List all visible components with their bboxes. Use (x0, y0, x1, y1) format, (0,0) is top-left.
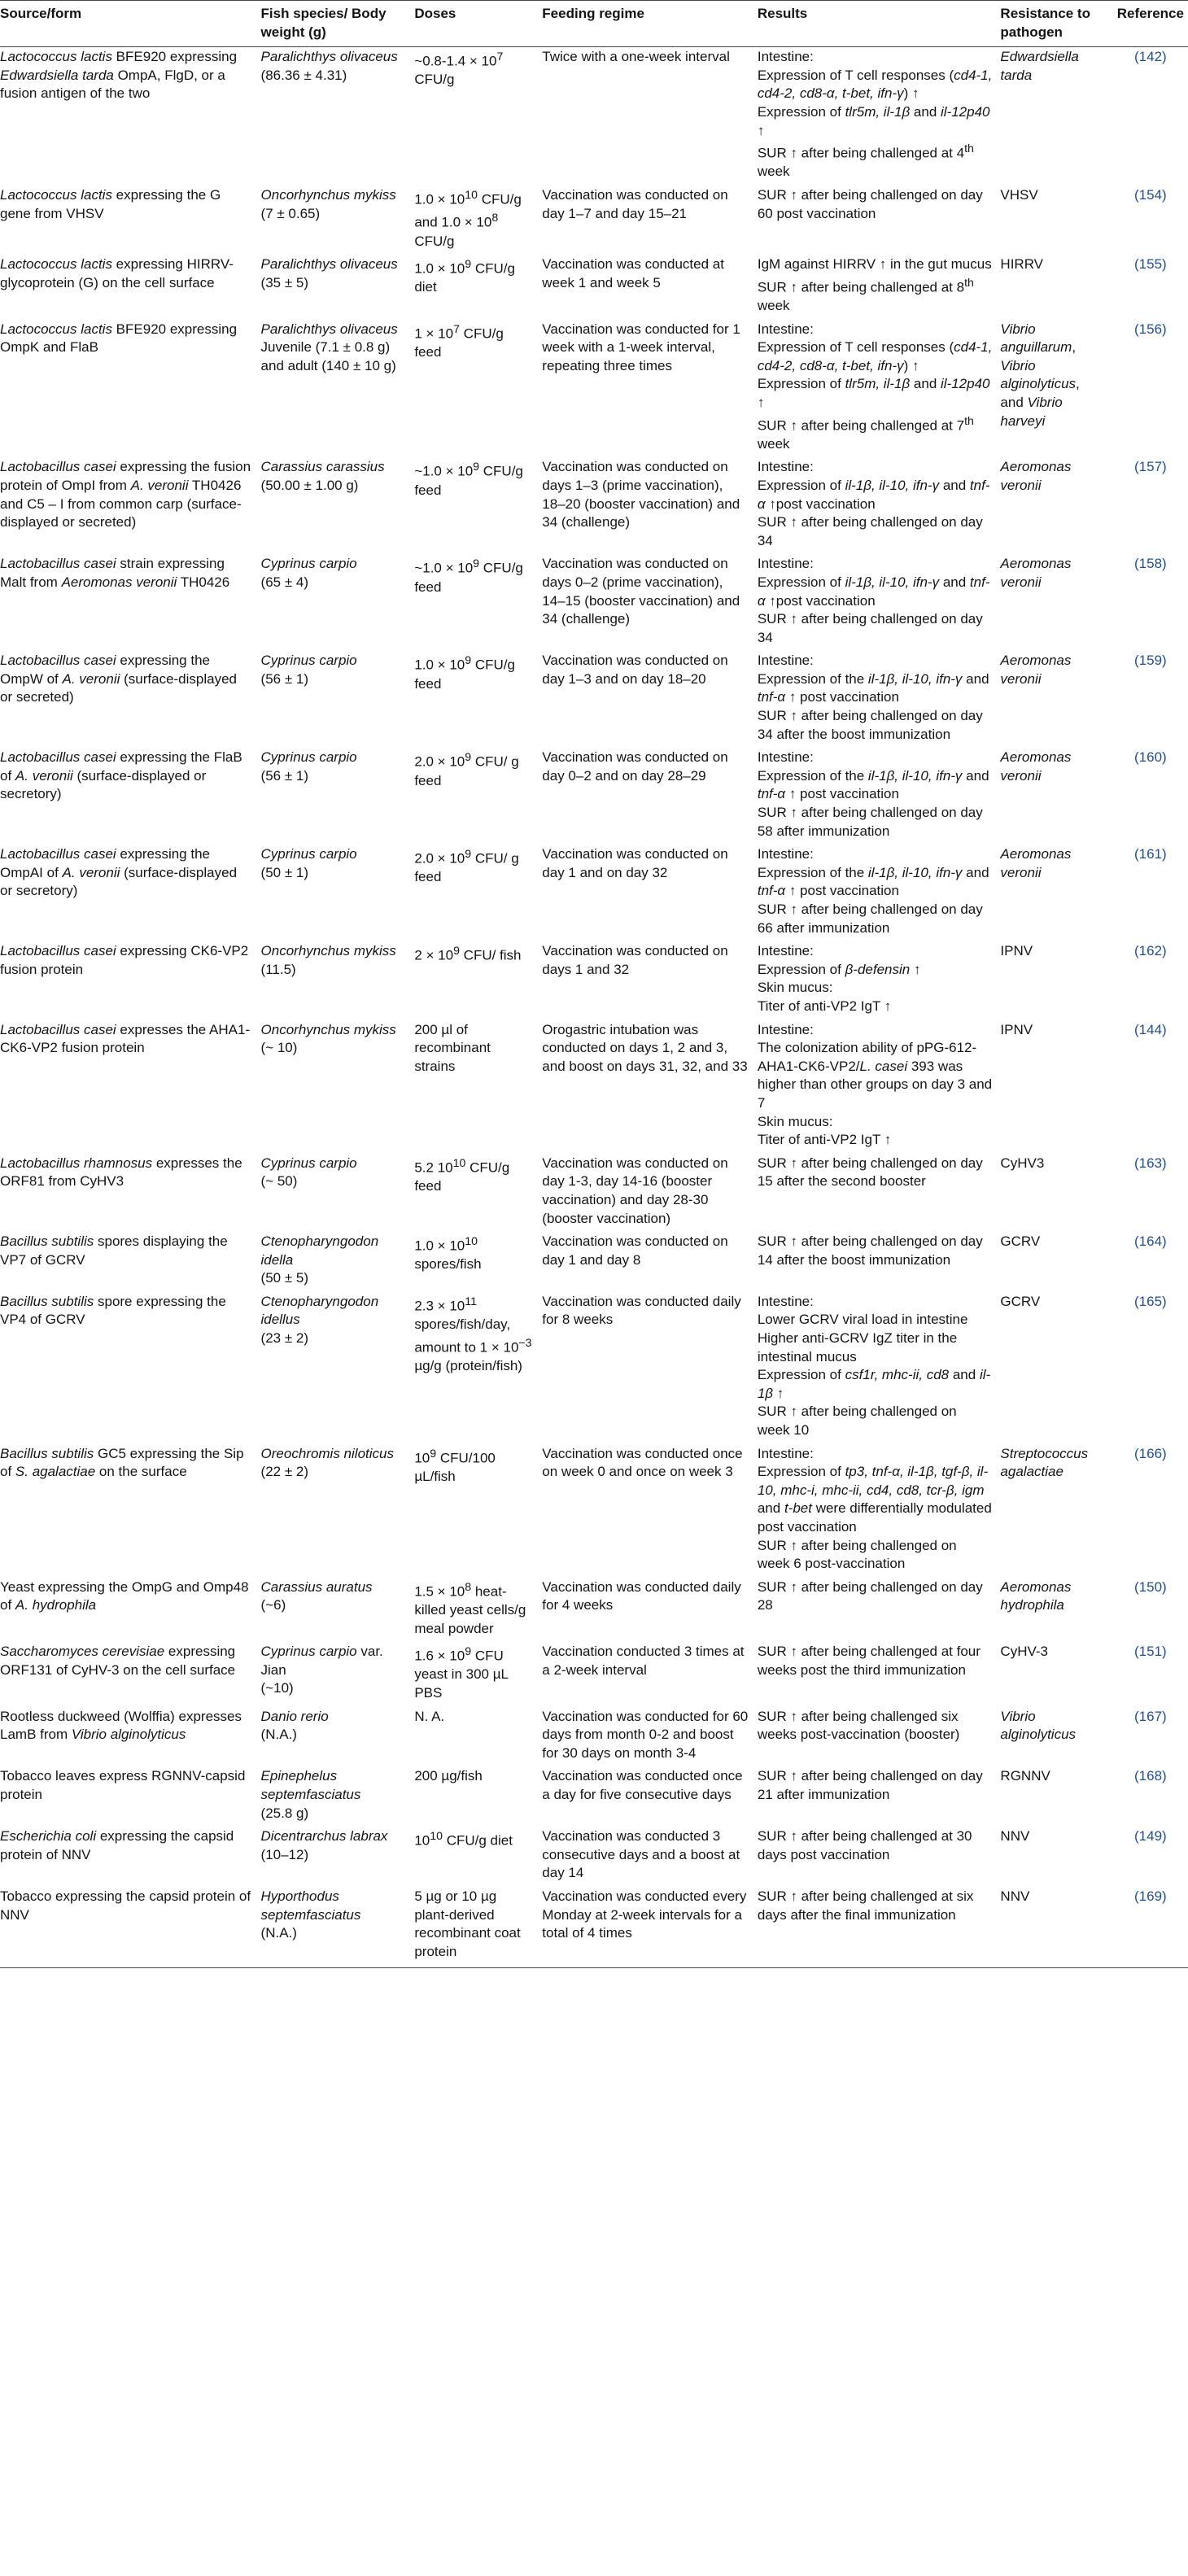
result-line: Expression of the il-1β, il-10, ifn-γ and tnf-α ↑ post vaccination (757, 864, 989, 899)
reference-link[interactable]: (156) (1134, 321, 1167, 337)
cell-resistance: Aeromonas veronii (1000, 459, 1072, 493)
header-fish: Fish species/ Body weight (g) (261, 1, 415, 47)
result-line: Intestine: (757, 1293, 814, 1309)
cell-results (758, 1578, 1001, 1642)
cell-source: Rootless duckweed (Wolffia) expresses LamB from Vibrio alginolyticus (0, 1708, 242, 1743)
cell-reference (1113, 255, 1188, 319)
reference-link[interactable]: (167) (1134, 1708, 1167, 1724)
result-line: Expression of il-1β, il-10, ifn-γ and tnf-α ↑post vaccination (757, 574, 990, 609)
header-resistance: Resistance to pathogen (1000, 1, 1112, 47)
cell-doses: ~1.0 × $10^9$ CFU/g feed (414, 461, 523, 498)
cell-source: Bacillus subtilis GC5 expressing the Sip of S. agalactiae on the surface (0, 1445, 244, 1480)
result-line: SUR ↑ after being challenged at 30 days post vaccination (757, 1828, 972, 1862)
cell-feeding: Vaccination was conducted on day 1-3, day 14-16 (booster vaccination) and day 28-30 (booster vaccination) (542, 1155, 728, 1226)
result-line: Intestine: (757, 943, 814, 959)
result-line: SUR ↑ after being challenged at 8th week (757, 276, 974, 313)
cell-fish: Danio rerio (N.A.) (260, 1708, 329, 1743)
cell-feeding: Vaccination was conducted at week 1 and week 5 (542, 256, 724, 290)
cell-source: Lactococcus lactis BFE920 expressing Edwardsiella tarda OmpA, FlgD, or a fusion antigen of the two (0, 49, 238, 102)
cell-resistance: CyHV-3 (1000, 1644, 1048, 1660)
result-line: SUR ↑ after being challenged on week 10 (757, 1404, 957, 1439)
cell-resistance: Vibrio anguillarum, Vibrio alginolyticus, and Vibrio harveyi (1000, 321, 1080, 429)
result-line: SUR ↑ after being challenged at four weeks post the third immunization (757, 1644, 981, 1678)
cell-feeding: Vaccination was conducted for 1 week with a 1-week interval, repeating three times (542, 321, 740, 373)
cell-resistance: RGNNV (1000, 1768, 1050, 1784)
cell-reference (1113, 320, 1188, 458)
cell-doses: $2.0 \times 10^9$ CFU/ g feed (414, 751, 519, 788)
result-line: IgM against HIRRV ↑ in the gut mucus (757, 256, 992, 273)
cell-reference (1113, 47, 1188, 186)
header-row (0, 1, 1188, 47)
reference-link[interactable]: (162) (1134, 943, 1167, 959)
cell-reference (1113, 554, 1188, 651)
table-row (0, 255, 1188, 319)
result-line: SUR ↑ after being challenged on day 34 (757, 514, 983, 548)
cell-source: Bacillus subtilis spores displaying the VP7 of GCRV (0, 1233, 228, 1268)
cell-doses: $1.5 \times 10^8$ heat-killed yeast cells/g meal powder (414, 1580, 526, 1636)
cell-feeding: Vaccination was conducted on day 0–2 and on day 28–29 (542, 749, 728, 784)
table-row (0, 1642, 1188, 1706)
cell-source: Lactobacillus rhamnosus expresses the ORF81 from CyHV3 (0, 1155, 242, 1190)
cell-reference (1113, 1292, 1188, 1444)
table-row (0, 748, 1188, 845)
reference-link[interactable]: (157) (1134, 459, 1167, 475)
table-row (0, 651, 1188, 748)
cell-feeding: Vaccination was conducted on days 0–2 (prime vaccination), 14–15 (booster vaccination) and 34 (challenge) (542, 556, 740, 627)
cell-feeding: Vaccination was conducted on days 1–3 (prime vaccination), 18–20 (booster vaccination) and 34 (challenge) (542, 459, 740, 530)
cell-resistance: VHSV (1000, 187, 1038, 203)
result-line: SUR ↑ after being challenged on day 15 after the second booster (757, 1155, 983, 1190)
cell-results (758, 457, 1001, 554)
result-line: Expression of the il-1β, il-10, ifn-γ and tnf-α ↑ post vaccination (757, 670, 989, 705)
cell-results (758, 941, 1001, 1019)
cell-reference (1113, 1154, 1188, 1232)
result-line: Higher anti-GCRV IgZ titer in the intestinal mucus (757, 1330, 958, 1364)
table-row (0, 186, 1188, 255)
result-line: SUR ↑ after being challenged at 4th week (757, 142, 974, 180)
cell-fish: Paralichthys olivaceus (35 ± 5) (260, 256, 398, 290)
result-line: Titer of anti-VP2 IgT ↑ (757, 998, 892, 1014)
cell-feeding: Vaccination conducted 3 times at a 2-week interval (542, 1644, 745, 1678)
cell-resistance: NNV (1000, 1887, 1112, 1968)
cell-doses: $1.0 \times 10^9$ CFU/g diet (414, 258, 515, 295)
cell-doses: $2.3 \times 10^{11}$ spores/fish/day, amount to $1 \times 10^{-3}$ µg/g (protein/fish) (414, 1295, 532, 1373)
table-row (0, 1154, 1188, 1232)
reference-link[interactable]: (150) (1134, 1578, 1167, 1595)
cell-doses: ~1.0 × $10^9$ CFU/g feed (414, 557, 523, 595)
cell-feeding: Orogastric intubation was conducted on days 1, 2 and 3, and boost on days 31, 32, and 33 (542, 1021, 748, 1074)
reference-link[interactable]: (149) (1134, 1828, 1167, 1845)
result-line: SUR ↑ after being challenged on day 14 after the boost immunization (757, 1233, 983, 1268)
cell-reference (1113, 1642, 1188, 1706)
result-line: Intestine: (757, 846, 814, 862)
cell-reference (1113, 651, 1188, 748)
header-source: Source/form (0, 1, 261, 47)
cell-results (758, 1642, 1001, 1706)
cell-results (758, 1232, 1001, 1292)
result-line: SUR ↑ after being challenged at six days after the final immunization (757, 1888, 974, 1923)
cell-doses: $1 \times 10^7$ CFU/g feed (414, 322, 504, 360)
cell-resistance: Aeromonas veronii (1000, 556, 1072, 590)
cell-resistance: IPNV (1000, 943, 1033, 959)
cell-results (758, 186, 1001, 255)
cell-source: Lactococcus lactis expressing the G gene from VHSV (0, 187, 221, 221)
cell-resistance: IPNV (1000, 1021, 1033, 1037)
cell-source: Lactobacillus casei expressing the fusion protein of OmpI from A. veronii TH0426 and C5 – I from common carp (surface-displayed or secreted) (0, 459, 251, 530)
cell-doses: 200 µg/fish (414, 1768, 483, 1784)
cell-doses: $2.0 \times 10^9$ CFU/ g feed (414, 848, 519, 885)
cell-resistance: Aeromonas veronii (1000, 846, 1072, 880)
cell-reference (1113, 1020, 1188, 1154)
table-body (0, 47, 1188, 1968)
table-row (0, 1292, 1188, 1444)
cell-resistance: Vibrio alginolyticus (1000, 1708, 1077, 1743)
result-line: Expression of il-1β, il-10, ifn-γ and tnf-α ↑post vaccination (757, 477, 990, 512)
cell-fish: Hyporthodus septemfasciatus (N.A.) (261, 1887, 415, 1968)
cell-doses: $1.0 \times 10^{10}$ spores/fish (414, 1235, 482, 1273)
cell-source: Lactobacillus casei expressing the OmpW of A. veronii (surface-displayed or secreted) (0, 653, 238, 705)
result-line: Expression of csf1r, mhc-ii, cd8 and il-1β ↑ (757, 1367, 991, 1401)
cell-fish: Oncorhynchus mykiss (~ 10) (260, 1021, 396, 1056)
reference-link[interactable]: (158) (1134, 556, 1167, 572)
table-row (0, 457, 1188, 554)
result-line: SUR ↑ after being challenged on day 34 after the boost immunization (757, 708, 983, 742)
cell-resistance: CyHV3 (1000, 1155, 1045, 1171)
cell-fish: Ctenopharyngodon idellus (23 ± 2) (260, 1293, 379, 1347)
cell-results (758, 1887, 1001, 1968)
cell-doses: ~0.8-1.4 × $10^7$ CFU/g (414, 50, 504, 88)
result-line: The colonization ability of pPG-612-AHA1-CK6-VP2/L. casei 393 was higher than other groups on day 3 and 7 (757, 1040, 993, 1111)
header-reference: Reference (1113, 1, 1188, 47)
cell-source: Tobacco leaves express RGNNV-capsid protein (0, 1768, 246, 1803)
result-line: Expression of tlr5m, il-1β and il-12p40 ↑ (757, 376, 990, 410)
header-results: Results (758, 1, 1001, 47)
result-line: SUR ↑ after being challenged on day 28 (757, 1578, 983, 1613)
result-line: Lower GCRV viral load in intestine (757, 1312, 968, 1328)
cell-source: Lactococcus lactis expressing HIRRV-glycoprotein (G) on the cell surface (0, 256, 234, 290)
cell-feeding: Vaccination was conducted on day 1 and on day 32 (542, 846, 728, 880)
cell-source: Escherichia coli expressing the capsid protein of NNV (0, 1828, 234, 1862)
reference-link[interactable]: (159) (1134, 653, 1167, 669)
cell-fish: Paralichthys olivaceus (86.36 ± 4.31) (260, 49, 398, 83)
header-feeding: Feeding regime (542, 1, 758, 47)
cell-results (758, 1444, 1001, 1578)
reference-link[interactable]: (169) (1134, 1888, 1167, 1904)
result-line: Expression of β-defensin ↑ (757, 961, 921, 977)
cell-fish: Dicentrarchus labrax (10–12) (260, 1828, 388, 1862)
cell-feeding: Vaccination was conducted on day 1 and day 8 (542, 1233, 728, 1268)
cell-doses: $2 \times 10^9$ CFU/ fish (414, 945, 522, 963)
cell-fish: Oncorhynchus mykiss (11.5) (260, 943, 396, 977)
cell-fish: Oreochromis niloticus (22 ± 2) (260, 1445, 394, 1480)
table-row (0, 1578, 1188, 1642)
reference-link[interactable]: (161) (1134, 846, 1167, 862)
table-row (0, 47, 1188, 186)
cell-feeding: Vaccination was conducted daily for 4 weeks (542, 1578, 741, 1613)
cell-resistance: HIRRV (1000, 256, 1044, 273)
cell-fish: Cyprinus carpio (56 ± 1) (260, 653, 357, 687)
cell-fish: Carassius carassius (50.00 ± 1.00 g) (260, 459, 385, 493)
cell-reference (1113, 457, 1188, 554)
table-row (0, 320, 1188, 458)
cell-resistance: GCRV (1000, 1293, 1041, 1309)
cell-doses: $1.0 \times 10^9$ CFU/g feed (414, 654, 515, 692)
table-row (0, 845, 1188, 941)
cell-resistance: NNV (1000, 1828, 1030, 1845)
cell-source: Tobacco expressing the capsid protein of NNV (0, 1887, 261, 1968)
cell-source: Lactobacillus casei expressing the OmpAI of A. veronii (surface-displayed or secretory) (0, 846, 238, 899)
result-line: SUR ↑ after being challenged six weeks post-vaccination (booster) (757, 1708, 960, 1743)
cell-source: Lactobacillus casei expressing the FlaB of A. veronii (surface-displayed or secretory) (0, 749, 242, 802)
cell-fish: Carassius auratus (~6) (260, 1578, 373, 1613)
cell-fish: Cyprinus carpio (50 ± 1) (260, 846, 357, 880)
cell-results (758, 1766, 1001, 1827)
table-row (0, 1020, 1188, 1154)
cell-feeding: Vaccination was conducted daily for 8 weeks (542, 1293, 741, 1328)
result-line: Intestine: (757, 556, 814, 572)
reference-link[interactable]: (165) (1134, 1293, 1167, 1309)
cell-feeding: Vaccination was conducted 3 consecutive days and a boost at day 14 (542, 1828, 740, 1881)
cell-results (758, 1707, 1001, 1767)
result-line: Expression of tlr5m, il-1β and il-12p40 ↑ (757, 103, 990, 138)
cell-fish: Epinephelus septemfasciatus (25.8 g) (260, 1768, 361, 1821)
table-row (0, 1232, 1188, 1292)
result-line: Intestine: (757, 321, 814, 337)
result-line: Expression of T cell responses (cd4-1, cd4-2, cd8-α, t-bet, ifn-γ) ↑ (757, 67, 993, 102)
cell-resistance: Edwardsiella tarda (1000, 49, 1079, 83)
result-line: SUR ↑ after being challenged on week 6 post-vaccination (757, 1537, 957, 1572)
result-line: Intestine: (757, 1021, 814, 1037)
table-row (0, 1827, 1188, 1887)
reference-link[interactable]: (166) (1134, 1445, 1167, 1461)
cell-results (758, 320, 1001, 458)
cell-doses: 5 µg or 10 µg plant-derived recombinant coat protein (414, 1887, 542, 1968)
cell-resistance: Aeromonas veronii (1000, 749, 1072, 784)
cell-reference (1113, 1578, 1188, 1642)
cell-source: Yeast expressing the OmpG and Omp48 of A. hydrophila (0, 1578, 249, 1613)
reference-link[interactable]: (163) (1134, 1155, 1167, 1171)
cell-reference (1113, 1766, 1188, 1827)
reference-link[interactable]: (144) (1134, 1021, 1167, 1037)
cell-doses: 5.2 $10^{10}$ CFU/g feed (414, 1156, 510, 1194)
reference-link[interactable]: (151) (1134, 1644, 1167, 1660)
result-line: Expression of the il-1β, il-10, ifn-γ and tnf-α ↑ post vaccination (757, 767, 989, 802)
cell-source: Lactobacillus casei strain expressing Malt from Aeromonas veronii TH0426 (0, 556, 230, 590)
table-row (0, 1444, 1188, 1578)
reference-link[interactable]: (164) (1134, 1233, 1167, 1250)
table-row (0, 941, 1188, 1019)
cell-reference (1113, 1444, 1188, 1578)
cell-source: Lactococcus lactis BFE920 expressing OmpK and FlaB (0, 321, 238, 356)
result-line: Skin mucus: (757, 980, 833, 996)
cell-doses: $10^{10}$ CFU/g diet (414, 1830, 513, 1849)
cell-doses: N. A. (414, 1708, 445, 1724)
cell-fish: Cyprinus carpio var. Jian (~10) (260, 1644, 383, 1696)
cell-resistance: Streptococcus agalactiae (1000, 1445, 1089, 1480)
reference-link[interactable]: (142) (1134, 49, 1167, 65)
cell-reference (1113, 1887, 1188, 1968)
cell-results (758, 1020, 1001, 1154)
table-row (0, 1887, 1188, 1968)
table-row (0, 554, 1188, 651)
result-line: Intestine: (757, 49, 814, 65)
result-line: Expression of tp3, tnf-α, il-1β, tgf-β, il-10, mhc-i, mhc-ii, cd4, cd8, tcr-β, igm and t-bet were differentially modulated post vaccination (757, 1464, 992, 1535)
cell-resistance: GCRV (1000, 1233, 1041, 1250)
cell-doses: $10^9$ CFU/100 µL/fish (414, 1447, 496, 1484)
reference-link[interactable]: (154) (1134, 187, 1167, 203)
cell-feeding: Vaccination was conducted on day 1–3 and on day 18–20 (542, 653, 728, 687)
cell-reference (1113, 845, 1188, 941)
cell-results (758, 1827, 1001, 1887)
cell-resistance: Aeromonas hydrophila (1000, 1578, 1072, 1613)
cell-source: Lactobacillus casei expresses the AHA1-CK6-VP2 fusion protein (0, 1021, 251, 1056)
cell-resistance: Aeromonas veronii (1000, 653, 1072, 687)
cell-results (758, 651, 1001, 748)
cell-reference (1113, 1232, 1188, 1292)
cell-results (758, 1154, 1001, 1232)
result-line: SUR ↑ after being challenged on day 21 after immunization (757, 1768, 983, 1803)
result-line: Intestine: (757, 459, 814, 475)
result-line: SUR ↑ after being challenged on day 58 after immunization (757, 805, 983, 839)
cell-fish: Cyprinus carpio (65 ± 4) (260, 556, 357, 590)
cell-results (758, 748, 1001, 845)
cell-reference (1113, 186, 1188, 255)
cell-fish: Paralichthys olivaceus Juvenile (7.1 ± 0.8 g) and adult (140 ± 10 g) (260, 321, 398, 373)
cell-feeding: Vaccination was conducted once a day for five consecutive days (542, 1768, 743, 1803)
reference-link[interactable]: (160) (1134, 749, 1167, 766)
cell-source: Lactobacillus casei expressing CK6-VP2 fusion protein (0, 943, 249, 977)
table-row (0, 1766, 1188, 1827)
cell-results (758, 255, 1001, 319)
result-line: SUR ↑ after being challenged on day 60 post vaccination (757, 187, 983, 221)
cell-fish: Cyprinus carpio (~ 50) (260, 1155, 357, 1190)
cell-doses: $1.0 \times 10^{10}$ CFU/g and $1.0 \times 10^8$ CFU/g (414, 189, 522, 249)
result-line: Titer of anti-VP2 IgT ↑ (757, 1132, 892, 1148)
table-row (0, 1707, 1188, 1767)
cell-results (758, 845, 1001, 941)
cell-feeding: Vaccination was conducted on day 1–7 and day 15–21 (542, 187, 728, 221)
cell-feeding: Vaccination was conducted on days 1 and 32 (542, 943, 728, 977)
cell-results (758, 1292, 1001, 1444)
cell-reference (1113, 748, 1188, 845)
result-line: SUR ↑ after being challenged on day 66 after immunization (757, 902, 983, 936)
cell-fish: Ctenopharyngodon idella (50 ± 5) (260, 1233, 379, 1286)
result-line: Intestine: (757, 653, 814, 669)
result-line: SUR ↑ after being challenged at 7th week (757, 414, 974, 452)
cell-source: Bacillus subtilis spore expressing the VP4 of GCRV (0, 1293, 226, 1328)
cell-doses: 200 µl of recombinant strains (414, 1021, 491, 1074)
cell-reference (1113, 1827, 1188, 1887)
cell-fish: Cyprinus carpio (56 ± 1) (260, 749, 357, 784)
cell-feeding: Vaccination was conducted once on week 0 and once on week 3 (542, 1445, 743, 1480)
result-line: Expression of T cell responses (cd4-1, cd4-2, cd8-α, t-bet, ifn-γ) ↑ (757, 339, 993, 373)
reference-link[interactable]: (168) (1134, 1768, 1167, 1784)
cell-feeding: Vaccination was conducted for 60 days from month 0-2 and boost for 30 days on month 3-4 (542, 1708, 749, 1761)
result-line: SUR ↑ after being challenged on day 34 (757, 611, 983, 645)
cell-doses: $1.6 \times 10^9$ CFU yeast in 300 µL PBS (414, 1645, 509, 1701)
cell-results (758, 554, 1001, 651)
cell-reference (1113, 1707, 1188, 1767)
cell-reference (1113, 941, 1188, 1019)
cell-feeding: Vaccination was conducted every Monday at 2-week intervals for a total of 4 times (542, 1887, 758, 1968)
reference-link[interactable]: (155) (1134, 256, 1167, 273)
result-line: Skin mucus: (757, 1113, 833, 1129)
cell-source: Saccharomyces cerevisiae expressing ORF131 of CyHV-3 on the cell surface (0, 1644, 236, 1678)
cell-feeding: Twice with a one-week interval (542, 49, 730, 65)
result-line: Intestine: (757, 749, 814, 766)
cell-results (758, 47, 1001, 186)
result-line: Intestine: (757, 1445, 814, 1461)
header-doses: Doses (414, 1, 542, 47)
cell-fish: Oncorhynchus mykiss (7 ± 0.65) (260, 187, 396, 221)
